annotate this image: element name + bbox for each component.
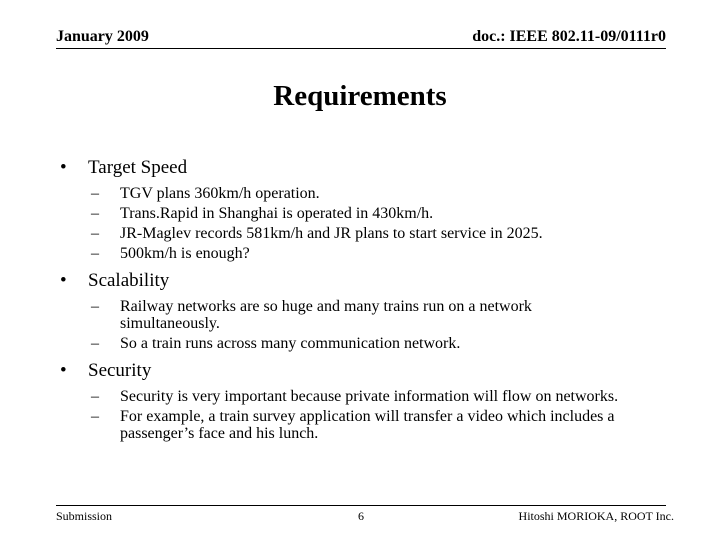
sub-bullet: – For example, a train survey application will transfer a video which includes a passenger’s face and his lunch. xyxy=(91,408,615,442)
slide-body xyxy=(60,155,660,448)
header-divider xyxy=(56,48,666,49)
sub-bullet: – Trans.Rapid in Shanghai is operated in 430km/h. xyxy=(91,205,434,222)
sub-bullet: – Security is very important because private information will flow on networks. xyxy=(91,388,619,405)
page-number: 6 xyxy=(358,509,364,523)
bullet-marker: • xyxy=(60,360,67,381)
header-date: January 2009 xyxy=(56,28,149,45)
bullet-marker: • xyxy=(60,270,67,291)
footer-author: Hitoshi MORIOKA, ROOT Inc. xyxy=(518,509,674,523)
bullet-security xyxy=(60,358,660,442)
sub-bullet: – So a train runs across many communication network. xyxy=(91,335,461,352)
sub-bullet: – TGV plans 360km/h operation. xyxy=(91,185,320,202)
bullet-label: Security xyxy=(88,360,152,381)
bullet-marker: • xyxy=(60,157,67,178)
sub-bullet: – 500km/h is enough? xyxy=(91,245,250,262)
footer-divider xyxy=(56,505,666,506)
footer-submission: Submission xyxy=(56,509,113,523)
header-doc-id: doc.: IEEE 802.11-09/0111r0 xyxy=(472,28,666,45)
sub-bullet: – Railway networks are so huge and many trains run on a network simultaneously. xyxy=(91,298,532,332)
bullet-label: Scalability xyxy=(88,270,170,291)
bullet-scalability xyxy=(60,268,660,352)
bullet-label: Target Speed xyxy=(88,157,188,178)
bullet-target-speed xyxy=(60,155,660,262)
slide-title: Requirements xyxy=(273,80,447,112)
sub-bullet: – JR-Maglev records 581km/h and JR plans to start service in 2025. xyxy=(91,225,543,242)
